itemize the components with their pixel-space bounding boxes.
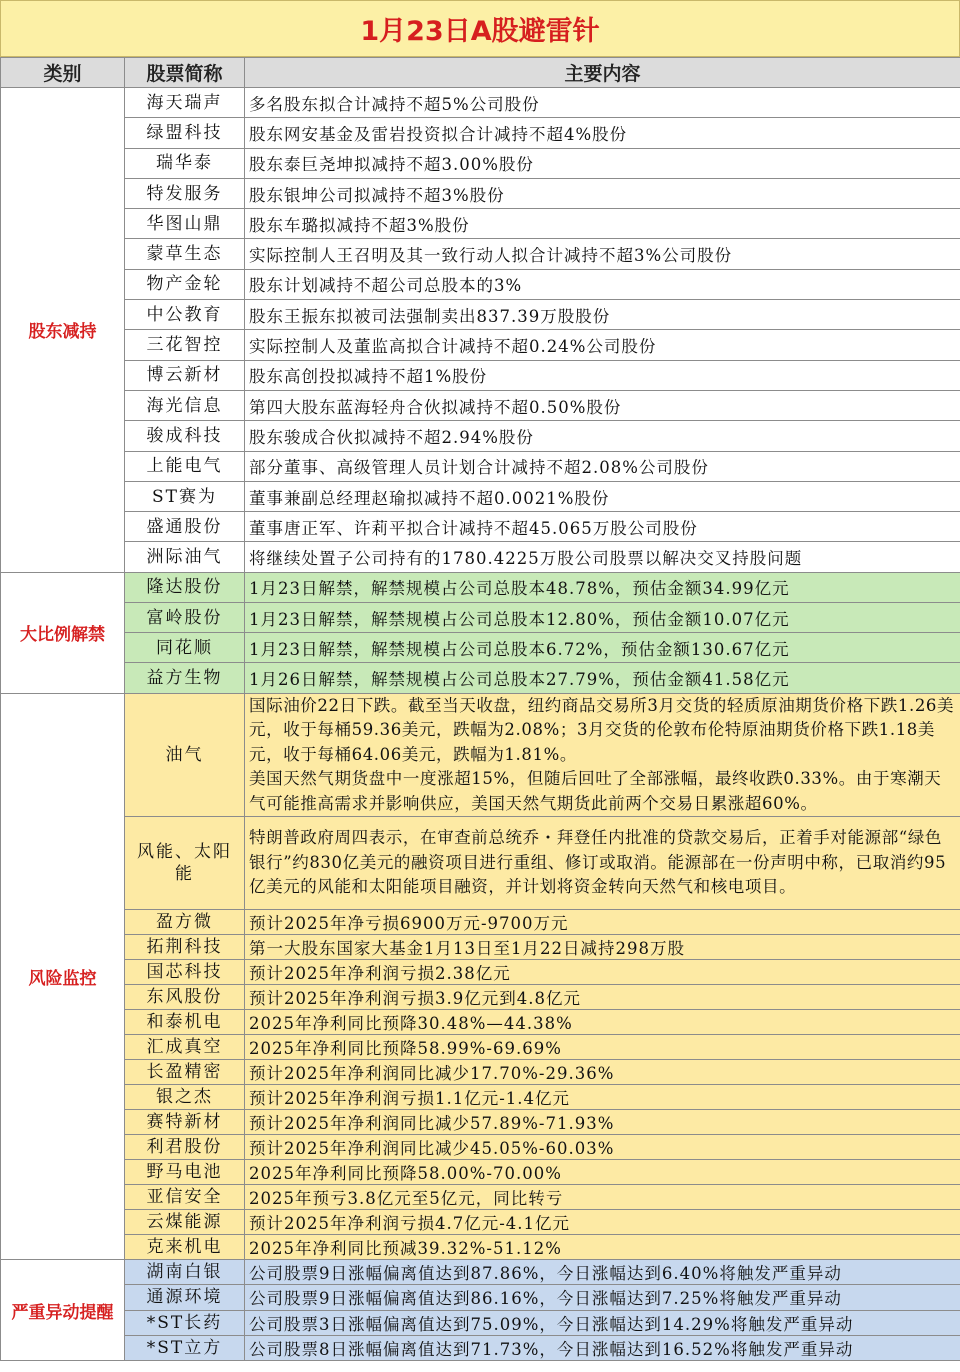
stock-content: 实际控制人及董监高拟合计减持不超0.24%公司股份 [245, 330, 960, 360]
stock-content: 股东车璐拟减持不超3%股份 [245, 209, 960, 239]
page-title: 1月23日A股避雷针 [0, 0, 960, 57]
stock-name: 海光信息 [125, 390, 245, 420]
stock-content: 股东银坤公司拟减持不超3%股份 [245, 178, 960, 208]
stock-name: 国芯科技 [125, 960, 245, 985]
stock-content: 股东网安基金及雷岩投资拟合计减持不超4%股份 [245, 118, 960, 148]
content-paragraph: 国际油价22日下跌。截至当天收盘，纽约商品交易所3月交货的轻质原油期货价格下跌1.26美元，收于每桶59.36美元，跌幅为2.08%；3月交货的伦敦布伦特原油期货价格下跌1.18美元，收于每桶64.06美元，跌幅为1.81%。 [249, 695, 955, 764]
stock-content: 股东计划减持不超公司总股本的3% [245, 269, 960, 299]
stock-name: 汇成真空 [125, 1035, 245, 1060]
table-row [1, 300, 960, 330]
table-row [1, 633, 960, 663]
stock-content: 预计2025年净利润亏损4.7亿元-4.1亿元 [245, 1210, 960, 1235]
table-row [1, 693, 960, 817]
stock-content [245, 817, 960, 910]
stock-name: 长盈精密 [125, 1060, 245, 1085]
stock-name: 洲际油气 [125, 542, 245, 572]
stock-name: 油气 [125, 693, 245, 817]
stock-name: 利君股份 [125, 1135, 245, 1160]
header-stock-name: 股票简称 [125, 58, 245, 88]
stock-name: 瑞华泰 [125, 148, 245, 178]
stock-name: *ST立方 [125, 1335, 245, 1360]
stock-name: 拓荆科技 [125, 935, 245, 960]
table-row [1, 1035, 960, 1060]
risk-table [0, 57, 960, 1361]
stock-name: ST赛为 [125, 481, 245, 511]
stock-content: 1月23日解禁，解禁规模占公司总股本12.80%，预估金额10.07亿元 [245, 602, 960, 632]
table-row [1, 960, 960, 985]
stock-name: 克来机电 [125, 1235, 245, 1260]
table-row [1, 239, 960, 269]
stock-content: 股东王振东拟被司法强制卖出837.39万股股份 [245, 300, 960, 330]
stock-name: 通源环境 [125, 1285, 245, 1310]
table-row [1, 542, 960, 572]
table-row [1, 1335, 960, 1360]
table-row [1, 88, 960, 118]
stock-content: 公司股票9日涨幅偏离值达到87.86%，今日涨幅达到6.40%将触发严重异动 [245, 1260, 960, 1285]
table-row [1, 118, 960, 148]
stock-name: 和泰机电 [125, 1010, 245, 1035]
table-row [1, 1235, 960, 1260]
stock-content: 2025年净利同比预减39.32%-51.12% [245, 1235, 960, 1260]
table-row [1, 817, 960, 910]
table-row [1, 910, 960, 935]
table-row [1, 269, 960, 299]
stock-name: 富岭股份 [125, 602, 245, 632]
stock-content: 部分董事、高级管理人员计划合计减持不超2.08%公司股份 [245, 451, 960, 481]
content-paragraph: 美国天然气期货盘中一度涨超15%，但随后回吐了全部涨幅，最终收跌0.33%。由于寒潮天气可能推高需求并影响供应，美国天然气期货此前两个交易日累涨超60%。 [249, 769, 942, 813]
table-row [1, 148, 960, 178]
stock-name: 盈方微 [125, 910, 245, 935]
stock-content: 预计2025年净利润亏损3.9亿元到4.8亿元 [245, 985, 960, 1010]
stock-name: 三花智控 [125, 330, 245, 360]
stock-content: 预计2025年净利润亏损1.1亿元-1.4亿元 [245, 1085, 960, 1110]
stock-content: 1月26日解禁，解禁规模占公司总股本27.79%，预估金额41.58亿元 [245, 663, 960, 693]
table-row [1, 360, 960, 390]
header-content: 主要内容 [245, 58, 960, 88]
table-row [1, 451, 960, 481]
category-shareholder-reduction: 股东减持 [1, 88, 125, 573]
table-row [1, 390, 960, 420]
table-row [1, 1160, 960, 1185]
table-row [1, 1010, 960, 1035]
category-abnormal-alert: 严重异动提醒 [1, 1260, 125, 1361]
table-header-row [1, 58, 960, 88]
table-row [1, 935, 960, 960]
stock-content [245, 693, 960, 817]
table-row [1, 985, 960, 1010]
table-row [1, 209, 960, 239]
stock-name: 盛通股份 [125, 512, 245, 542]
stock-name: 骏成科技 [125, 421, 245, 451]
stock-content: 2025年净利同比预降30.48%—44.38% [245, 1010, 960, 1035]
stock-content: 股东高创投拟减持不超1%股份 [245, 360, 960, 390]
stock-name: 华图山鼎 [125, 209, 245, 239]
table-row [1, 1260, 960, 1285]
stock-name: 隆达股份 [125, 572, 245, 602]
table-row [1, 330, 960, 360]
stock-content: 董事唐正军、许莉平拟合计减持不超45.065万股公司股份 [245, 512, 960, 542]
content-paragraph: 特朗普政府周四表示，在审查前总统乔・拜登任内批准的贷款交易后，正着手对能源部“绿色银行”约830亿美元的融资项目进行重组、修订或取消。能源部在一份声明中称，已取消约95亿美元的风能和太阳能项目融资，并计划将资金转向天然气和核电项目。 [249, 828, 947, 897]
table-row [1, 1135, 960, 1160]
stock-name: 绿盟科技 [125, 118, 245, 148]
table-row [1, 1110, 960, 1135]
stock-name: 赛特新材 [125, 1110, 245, 1135]
table-row [1, 1210, 960, 1235]
stock-name: *ST长药 [125, 1310, 245, 1335]
stock-content: 第四大股东蓝海轻舟合伙拟减持不超0.50%股份 [245, 390, 960, 420]
stock-content: 股东泰巨尧坤拟减持不超3.00%股份 [245, 148, 960, 178]
header-category: 类别 [1, 58, 125, 88]
stock-content: 1月23日解禁，解禁规模占公司总股本6.72%，预估金额130.67亿元 [245, 633, 960, 663]
stock-content: 预计2025年净利润同比减少17.70%-29.36% [245, 1060, 960, 1085]
stock-content: 2025年净利同比预降58.99%-69.69% [245, 1035, 960, 1060]
stock-content: 预计2025年净利润同比减少57.89%-71.93% [245, 1110, 960, 1135]
stock-name: 风能、太阳能 [125, 817, 245, 910]
stock-content: 董事兼副总经理赵瑜拟减持不超0.0021%股份 [245, 481, 960, 511]
stock-name: 云煤能源 [125, 1210, 245, 1235]
table-row [1, 481, 960, 511]
stock-content: 第一大股东国家大基金1月13日至1月22日减持298万股 [245, 935, 960, 960]
stock-content: 2025年预亏3.8亿元至5亿元，同比转亏 [245, 1185, 960, 1210]
stock-content: 将继续处置子公司持有的1780.4225万股公司股票以解决交叉持股问题 [245, 542, 960, 572]
stock-name: 特发服务 [125, 178, 245, 208]
stock-name: 银之杰 [125, 1085, 245, 1110]
stock-content: 多名股东拟合计减持不超5%公司股份 [245, 88, 960, 118]
table-row [1, 1060, 960, 1085]
table-row [1, 1285, 960, 1310]
table-row [1, 663, 960, 693]
table-row [1, 572, 960, 602]
stock-name: 益方生物 [125, 663, 245, 693]
table-row [1, 1310, 960, 1335]
stock-content: 股东骏成合伙拟减持不超2.94%股份 [245, 421, 960, 451]
stock-name: 物产金轮 [125, 269, 245, 299]
stock-name: 中公教育 [125, 300, 245, 330]
table-row [1, 1085, 960, 1110]
stock-name: 东风股份 [125, 985, 245, 1010]
stock-content: 预计2025年净利润同比减少45.05%-60.03% [245, 1135, 960, 1160]
table-row [1, 421, 960, 451]
stock-name: 同花顺 [125, 633, 245, 663]
stock-name: 蒙草生态 [125, 239, 245, 269]
table-row [1, 178, 960, 208]
stock-content: 实际控制人王召明及其一致行动人拟合计减持不超3%公司股份 [245, 239, 960, 269]
stock-content: 公司股票8日涨幅偏离值达到71.73%，今日涨幅达到16.52%将触发严重异动 [245, 1335, 960, 1360]
stock-name: 亚信安全 [125, 1185, 245, 1210]
stock-name: 上能电气 [125, 451, 245, 481]
stock-name: 海天瑞声 [125, 88, 245, 118]
table-row [1, 512, 960, 542]
table-row [1, 1185, 960, 1210]
stock-name: 博云新材 [125, 360, 245, 390]
table-row [1, 602, 960, 632]
category-risk-monitor: 风险监控 [1, 693, 125, 1260]
stock-content: 公司股票9日涨幅偏离值达到86.16%，今日涨幅达到7.25%将触发严重异动 [245, 1285, 960, 1310]
stock-name: 野马电池 [125, 1160, 245, 1185]
stock-content: 2025年净利同比预降58.00%-70.00% [245, 1160, 960, 1185]
stock-content: 公司股票3日涨幅偏离值达到75.09%，今日涨幅达到14.29%将触发严重异动 [245, 1310, 960, 1335]
stock-content: 预计2025年净亏损6900万元-9700万元 [245, 910, 960, 935]
category-large-unlock: 大比例解禁 [1, 572, 125, 693]
table-body [1, 88, 960, 1361]
stock-content: 1月23日解禁，解禁规模占公司总股本48.78%，预估金额34.99亿元 [245, 572, 960, 602]
stock-content: 预计2025年净利润亏损2.38亿元 [245, 960, 960, 985]
stock-name: 湖南白银 [125, 1260, 245, 1285]
